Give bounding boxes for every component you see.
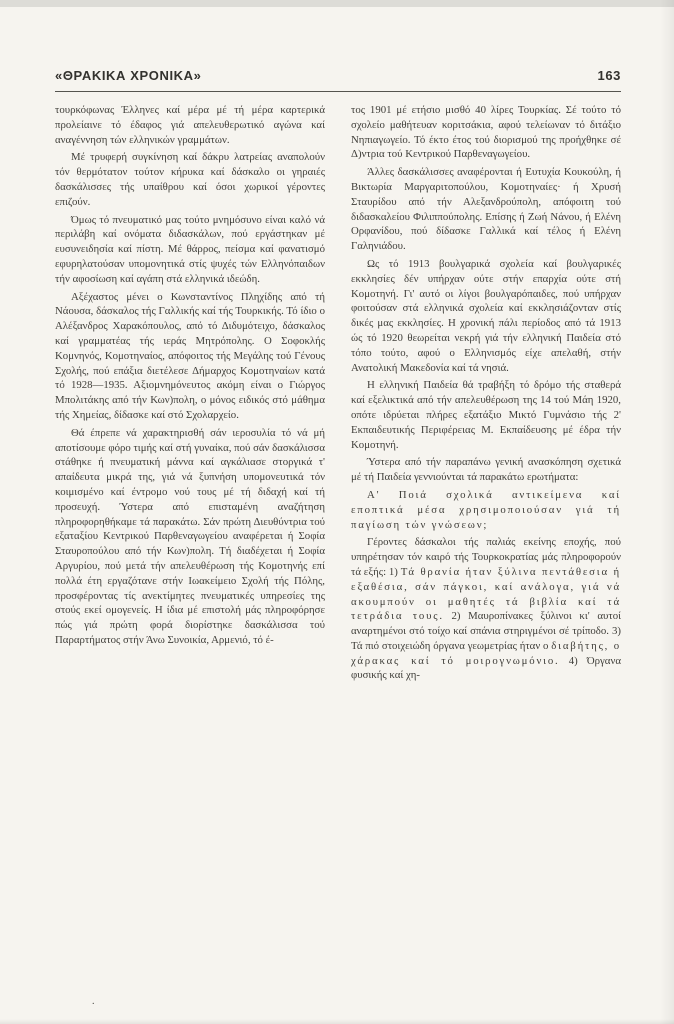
page-content bbox=[55, 68, 621, 686]
text-segment-emphasized: Τά θρανία ήταν ξύλινα πεντάθεσια ή εξαθέσια, σάν πάγκοι, καί ανάλογα, γιά νά ακουμπούν οι μαθητές τά βιβλία καί τά τετράδια τους. bbox=[351, 565, 621, 623]
text-segment: Γέροντες δάσκαλοι τής παλιάς εκείνης εποχής, πού υπηρέτησαν τόν καιρό τής Τουρκοκρατίας μάς πληροφορούν τά εξής: 1) bbox=[351, 536, 621, 578]
text-segment: 2) Μαυροπίνακες ξύλινοι κι' αυτοί αναρτημένοι στό τοίχο καί σπάνια στηριγμένοι σέ τρίποδο. 3) Τά πιό στοιχειώδη όργανα γεωμετρίας ήταν ο bbox=[351, 610, 621, 652]
journal-title: «ΘΡΑΚΙΚΑ ΧΡΟΝΙΚΑ» bbox=[55, 68, 202, 83]
question-paragraph: Α' Ποιά σχολικά αντικείμενα καί εποπτικά μέσα χρησιμοποιούσαν γιά τή παγίωση τών γνώσεων; bbox=[351, 488, 621, 531]
paragraph: Θά έπρεπε νά χαρακτηρισθή σάν ιεροσυλία τό νά μή αποτίσουμε φόρο τιμής καί στή γυναίκα, πού σάν δασκάλισσα στάθηκε ή πνευματική μάννα καί αγκάλιασε στοργικά τ' απαίδευτα μικρά της, γιά νά ξυπνήση υπομονευτικά τόν κοιμισμένο καί έντρομο νού τους μέ τή διδαχή καί τή προσευχή. Ύστερα από επισταμένη αναζήτηση πληροφορηθήκαμε τά παρακάτω. Σάν πρώτη Διευθύντρια τού εξαταξίου Κεντρικού Παρθεναγωγείου αναφέρεται ή Σοφία Σταυροπούλου από τήν Κων)πολη. Τή διαδέχεται ή Σοφία Αργυρίου, πού μετά τήν απελευθέρωση τής Κομοτηνής επί πολλά έτη εργαζότανε στήν Ιωακείμειο Σχολή τής Πόλης, προσφέροντας τίς ανεκτίμητες πνευματικές υπηρεσίες της στούς εκεί ομογενείς. Η ίδια μέ επιστολή μάς πληροφόρησε πώς γιά πρώτη φορά διορίστηκε δασκάλισσα τού Παραρτήματος στήν Άνω Συνοικία, Αρμενιό, τό έ- bbox=[55, 426, 326, 646]
paragraph: Αξέχαστος μένει ο Κωνσταντίνος Πληχίδης από τή Νάουσα, δάσκαλος τής Γαλλικής καί τής Τουρκικής. Τό ίδιο ο Αλέξανδρος Χαρακόπουλος, από τό Διδυμότειχο, δάσκαλος καί γραμματέας τής ιεράς Μητρόπολης. Ο Σοφοκλής Κομνηνός, Κομοτηναίος, απόφοιτος τής Μεγάλης τού Γένους Σχολής, πού επάξια διετέλεσε Δήμαρχος Κομοτηναίων κατά τό 1928—1935. Αξιομνημόνευτος ακόμη είναι ο Γιώργος Μπολιτάκης από τήν Κων)πολη, ο μόνος ειδικός στό μάθημα τής Χημείας, δίδασκε καί στό Σχολαρχείο. bbox=[55, 290, 325, 421]
paragraph bbox=[351, 535, 621, 683]
paragraph: Μέ τρυφερή συγκίνηση καί δάκρυ λατρείας αναπολούν τόν θερμότατον τούτον κήρυκα καί δάσκαλο οι γηραιές δασκάλισσες τής υπαίθρου καί όσοι χωρικοί γέροντες επιζούν. bbox=[55, 151, 325, 208]
page-header bbox=[55, 68, 621, 92]
scan-edge-right bbox=[660, 0, 674, 1024]
right-column bbox=[351, 103, 621, 686]
paragraph: Άλλες δασκάλισσες αναφέρονται ή Ευτυχία Κουκούλη, ή Βικτωρία Μαργαριτοπούλου, Κομοτηναίες· ή Χρυσή Σταυρίδου από τήν Αλεξανδρούπολη, απόφοιτη τού διδασκαλείου Φιλιππούπολης. Επίσης ή Ζωή Νάνου, ή Ελένη Ορφανίδου, πού δίδασκε Γαλλικά καί τέλος ή Ελένη Γαληνιάδου. bbox=[351, 166, 621, 253]
page-number: 163 bbox=[597, 68, 621, 83]
paragraph: Ως τό 1913 βουλγαρικά σχολεία καί βουλγαρικές εκκλησίες δέν υπήρχαν ούτε στήν επαρχία ούτε στή Κομοτηνή. Γι' αυτό οι λίγοι βουλγαρόπαιδες, πού υπήρχαν φοιτούσαν στά ελληνικά σχολεία καί εκκλησιάζονταν στίς δικές μας εκκλησίες. Η χρονική πάλι περίοδος από τά 1913 ώς τό 1920 θεωρείται νεκρή γιά τήν ελληνική Παιδεία στό τόπο τούτο, αφού ο Ελληνισμός είχε απελαθή, στήν Ανατολική Μακεδονία καί τά νησιά. bbox=[351, 257, 621, 374]
scan-edge-top bbox=[0, 0, 674, 7]
scan-stray-mark: . bbox=[92, 996, 95, 1007]
paragraph: Η ελληνική Παιδεία θά τραβήξη τό δρόμο τής σταθερά καί εξελικτικά από τήν απελευθέρωση της 14 τού Μάη 1920, οπότε ιδρύεται πλήρες εξατάξιο Μικτό Γυμνάσιο τής 2' Εκπαιδευτικής Περιφέρειας Μ. Εκπαίδευσης μέ έδρα τήν Κομοτηνή. bbox=[351, 379, 621, 451]
text-columns bbox=[55, 103, 621, 686]
text-segment-emphasized: διαβήτης, ο χάρακας καί τό μοιρογνωμόνιο. bbox=[351, 639, 621, 667]
paragraph: τος 1901 μέ ετήσιο μισθό 40 λίρες Τουρκίας. Σέ τούτο τό σχολείο μαθήτευαν κοριτσάκια, αφού τελείωναν τό διτάξιο Νηπιαγωγείο. Τό έκτο έτος τού διορισμού της προήχθηκε σέ Δ)ντρια τού Κεντρικού Παρθεναγωγείου. bbox=[351, 104, 621, 161]
text-segment: 4) Όργανα φυσικής καί χη- bbox=[351, 654, 621, 682]
scan-edge-bottom bbox=[0, 1019, 674, 1024]
paragraph: τουρκόφωνας Έλληνες καί μέρα μέ τή μέρα καρτερικά προλείαινε τό έδαφος γιά απελευθερωτικό αγώνα καί αναγέννηση τών ελληνικών γραμμάτων. bbox=[55, 104, 325, 146]
left-column bbox=[55, 103, 325, 686]
paragraph: Όμως τό πνευματικό μας τούτο μνημόσυνο είναι καλό νά περιλάβη καί ονόματα διδασκάλων, πού εργάστηκαν μέ ευσυνειδησία καί πίστη. Μέ θάρρος, πείσμα καί φανατισμό εφυρηλατούσαν υπομονητικά στίς ψυχές τών Ελληνόπαιδων τήν αφοσίωση καί αγάπη στά ελληνικά ιδεώδη. bbox=[55, 213, 325, 285]
paragraph: Ύστερα από τήν παραπάνω γενική ανασκόπηση σχετικά μέ τή Παιδεία γεννιούνται τά παρακάτω ερωτήματα: bbox=[351, 456, 621, 484]
